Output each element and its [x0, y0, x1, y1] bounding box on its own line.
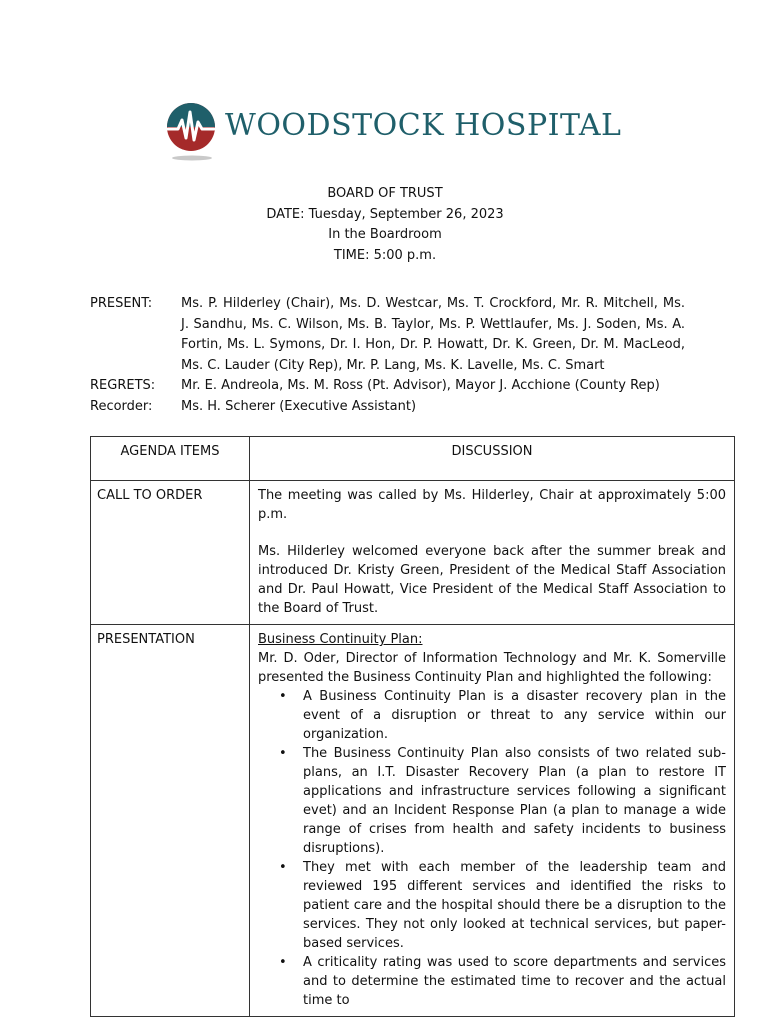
present-label: PRESENT:	[90, 296, 153, 311]
agenda-table	[90, 436, 735, 1017]
recorder-label: Recorder:	[90, 398, 153, 414]
logo-wordmark: WOODSTOCK HOSPITAL	[225, 108, 622, 143]
meeting-time: TIME: 5:00 p.m.	[333, 247, 437, 263]
list-item: • A Business Continuity Plan is a disaster recovery plan in the event of a disruption or threat to any service within our organization.	[303, 687, 726, 744]
attendance-block	[90, 294, 685, 418]
regrets-row	[90, 376, 685, 397]
list-item: • They met with each member of the leadership team and reviewed 195 different services and identified the risks to patient care and the hospital should there be a disruption to the services. They not only looked at technical services, but paper-based services.	[303, 858, 726, 953]
regrets-list: Mr. E. Andreola, Ms. M. Ross (Pt. Advisor), Mayor J. Acchione (County Rep)	[181, 378, 660, 394]
call-to-order-text: The meeting was called by Ms. Hilderley, Chair at approximately 5:00 p.m.	[258, 488, 726, 522]
discussion-header: DISCUSSION	[250, 437, 735, 481]
welcome-text: Ms. Hilderley welcomed everyone back after the summer break and introduced Dr. Kristy Green, President of the Medical Staff Association and Dr. Paul Howatt, Vice President of the Medical Staff Association to the Board of Trust.	[258, 544, 726, 616]
regrets-label: REGRETS:	[90, 378, 156, 394]
recorder-name: Ms. H. Scherer (Executive Assistant)	[181, 398, 417, 414]
agenda-items-header: AGENDA ITEMS	[91, 437, 250, 481]
present-list: Ms. P. Hilderley (Chair), Ms. D. Westcar, Ms. T. Crockford, Mr. R. Mitchell, Ms. J. Sandhu, Ms. C. Wilson, Ms. B. Taylor, Ms. P. Wettlaufer, Ms. J. Soden, Ms. A. Fortin, Ms. L. Symons, Dr. I. Hon, Dr. P. Howatt, Dr. K. Green, Dr. M. MacLeod, Ms. C. Lauder (City Rep), Mr. P. Lang, Ms. K. Lavelle, Ms. C. Smart	[181, 296, 685, 373]
list-item: • A criticality rating was used to score departments and services and to determine the estimated time to recover and the actual time to	[303, 953, 726, 1010]
recorder-row	[90, 397, 685, 418]
discussion-presentation	[250, 625, 735, 1017]
hospital-logo	[165, 100, 622, 166]
agenda-item-presentation: PRESENTATION	[91, 625, 250, 1017]
table-row	[91, 625, 735, 1017]
presentation-intro: Mr. D. Oder, Director of Information Technology and Mr. K. Somerville presented the Business Continuity Plan and highlighted the following:	[258, 651, 726, 685]
present-row	[90, 294, 685, 376]
meeting-date: DATE: Tuesday, September 26, 2023	[266, 206, 504, 222]
agenda-item-call-to-order: CALL TO ORDER	[91, 481, 250, 625]
board-title: BOARD OF TRUST	[327, 186, 443, 201]
meeting-header	[0, 184, 770, 266]
meeting-location: In the Boardroom	[328, 227, 442, 242]
list-item: • The Business Continuity Plan also consists of two related sub-plans, an I.T. Disaster Recovery Plan (a plan to restore IT applications and infrastructure services following a significant evet) and an Incident Response Plan (a plan to manage a wide range of crises from health and safety incidents to business disruptions).	[303, 744, 726, 858]
presentation-bullets	[258, 687, 726, 1010]
heartbeat-logo-icon	[165, 100, 217, 162]
discussion-call-to-order	[250, 481, 735, 625]
table-row	[91, 481, 735, 625]
table-header-row	[91, 437, 735, 481]
presentation-heading: Business Continuity Plan:	[258, 632, 423, 647]
